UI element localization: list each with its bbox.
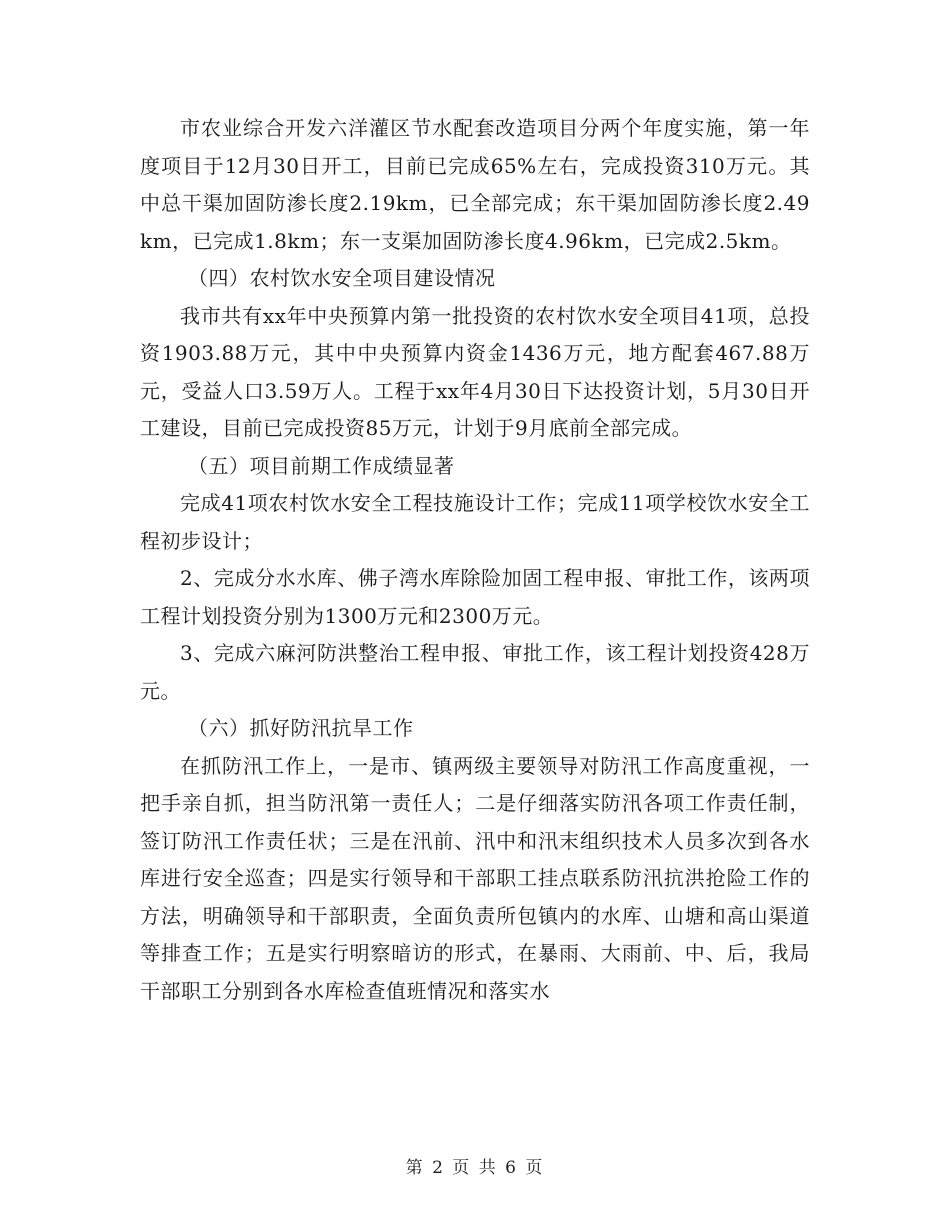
paragraph-drinking-water: 我市共有xx年中央预算内第一批投资的农村饮水安全项目41项，总投资1903.88万元，其中中央预算内资金1436万元，地方配套467.88万元，受益人口3.59万人。工程于xx年4月30日下达投资计划，5月30日开工建设，目前已完成投资85万元，计划于9月底前全部完成。 bbox=[140, 303, 810, 440]
paragraph-preliminary-work-2: 2、完成分水水库、佛子湾水库除险加固工程申报、审批工作，该两项工程计划投资分别为1300万元和2300万元。 bbox=[140, 566, 810, 628]
document-body bbox=[140, 110, 810, 1010]
paragraph-preliminary-work-1: 完成41项农村饮水安全工程技施设计工作；完成11项学校饮水安全工程初步设计； bbox=[140, 491, 810, 553]
page-number-footer: 第 2 页 共 6 页 bbox=[405, 1158, 545, 1178]
section-heading-5: （五）项目前期工作成绩显著 bbox=[188, 453, 455, 478]
section-heading-4: （四）农村饮水安全项目建设情况 bbox=[188, 266, 496, 290]
section-heading-6: （六）抓好防汛抗旱工作 bbox=[188, 716, 414, 740]
paragraph-preliminary-work-3: 3、完成六麻河防洪整治工程申报、审批工作，该工程计划投资428万元。 bbox=[140, 641, 810, 703]
paragraph-flood-control: 在抓防汛工作上，一是市、镇两级主要领导对防汛工作高度重视，一把手亲自抓，担当防汛第一责任人；二是仔细落实防汛各项工作责任制，签订防汛工作责任状；三是在汛前、汛中和汛末组织技术人员多次到各水库进行安全巡查；四是实行领导和干部职工挂点联系防汛抗洪抢险工作的方法，明确领导和干部职责，全面负责所包镇内的水库、山塘和高山渠道等排查工作；五是实行明察暗访的形式，在暴雨、大雨前、中、后，我局干部职工分别到各水库检查值班情况和落实水 bbox=[140, 753, 810, 1003]
paragraph-irrigation-project: 市农业综合开发六洋灌区节水配套改造项目分两个年度实施，第一年度项目于12月30日开工，目前已完成65%左右，完成投资310万元。其中总干渠加固防渗长度2.19km，已全部完成；东干渠加固防渗长度2.49km，已完成1.8km；东一支渠加固防渗长度4.96km，已完成2.5km。 bbox=[140, 116, 810, 253]
